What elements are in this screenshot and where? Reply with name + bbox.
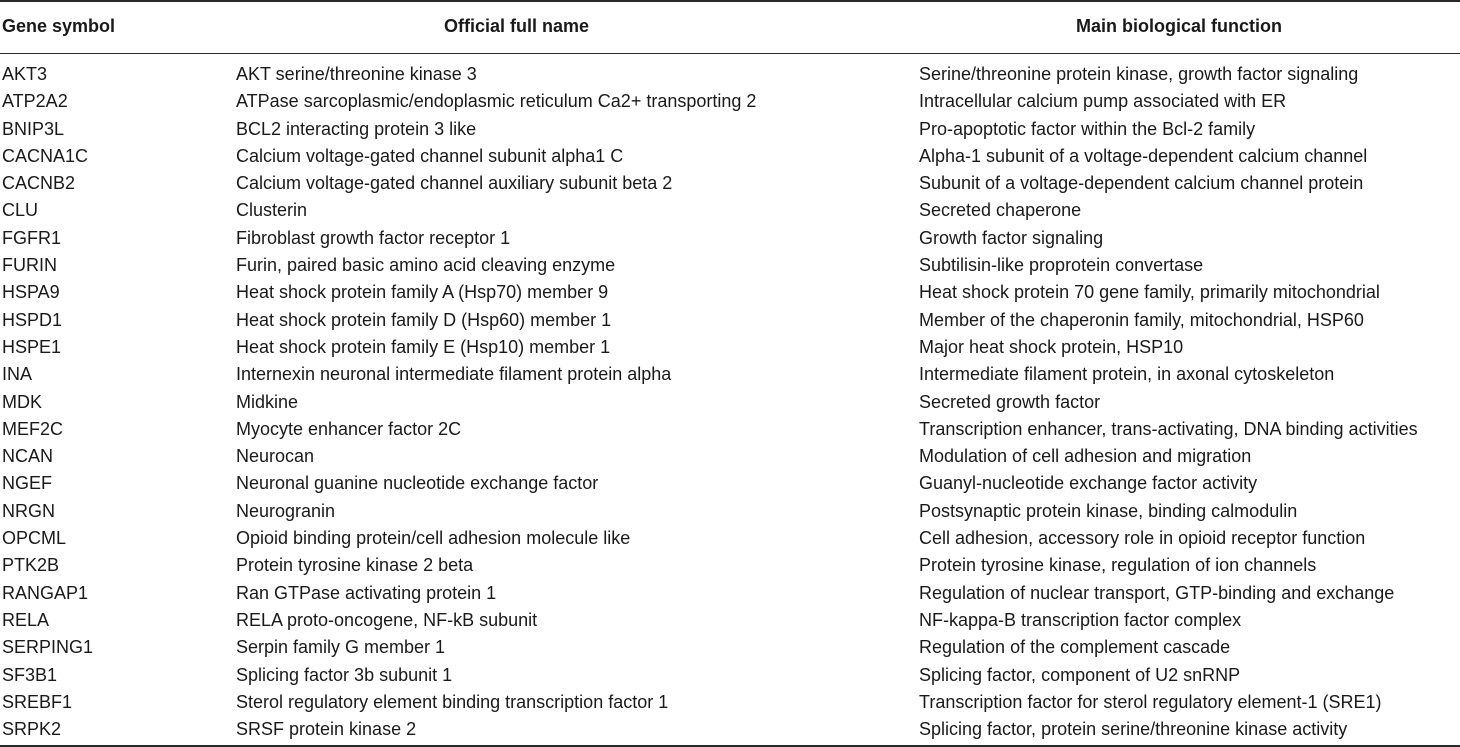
full-name-cell: Neuronal guanine nucleotide exchange factor <box>236 473 599 494</box>
function-cell: Major heat shock protein, HSP10 <box>919 336 1184 357</box>
gene-symbol-cell: HSPE1 <box>2 336 62 357</box>
table-row <box>0 662 1460 689</box>
full-name-cell: Furin, paired basic amino acid cleaving enzyme <box>236 255 616 276</box>
table-row <box>0 689 1460 716</box>
gene-symbol-cell: ATP2A2 <box>2 91 68 112</box>
table-row <box>0 116 1460 143</box>
full-name-cell: Opioid binding protein/cell adhesion molecule like <box>236 528 631 549</box>
table-row <box>0 634 1460 661</box>
gene-symbol-cell: RELA <box>2 609 50 630</box>
header-gene-symbol: Gene symbol <box>2 16 116 36</box>
function-cell: Growth factor signaling <box>919 227 1104 248</box>
function-cell: NF-kappa-B transcription factor complex <box>919 609 1242 630</box>
header-official-full-name: Official full name <box>444 16 590 36</box>
full-name-cell: Serpin family G member 1 <box>236 637 446 658</box>
full-name-cell: Internexin neuronal intermediate filament protein alpha <box>236 364 672 385</box>
full-name-cell: Ran GTPase activating protein 1 <box>236 582 497 603</box>
full-name-cell: ATPase sarcoplasmic/endoplasmic reticulum Ca2+ transporting 2 <box>236 91 757 112</box>
table-row <box>0 498 1460 525</box>
full-name-cell: Protein tyrosine kinase 2 beta <box>236 555 474 576</box>
gene-symbol-cell: SERPING1 <box>2 637 94 658</box>
function-cell: Heat shock protein 70 gene family, primarily mitochondrial <box>919 282 1380 303</box>
table-row <box>0 389 1460 416</box>
full-name-cell: Heat shock protein family D (Hsp60) member 1 <box>236 309 612 330</box>
table-row <box>0 61 1460 88</box>
table-row <box>0 470 1460 497</box>
table-row <box>0 307 1460 334</box>
full-name-cell: Sterol regulatory element binding transcription factor 1 <box>236 691 669 712</box>
header-main-biological-function: Main biological function <box>1076 16 1282 36</box>
gene-symbol-cell: NCAN <box>2 446 54 467</box>
gene-symbol-cell: NGEF <box>2 473 53 494</box>
function-cell: Protein tyrosine kinase, regulation of ion channels <box>919 555 1317 576</box>
full-name-cell: Midkine <box>236 391 299 412</box>
function-cell: Serine/threonine protein kinase, growth factor signaling <box>919 64 1359 84</box>
table-row <box>0 252 1460 279</box>
full-name-cell: AKT serine/threonine kinase 3 <box>236 64 477 84</box>
gene-symbol-cell: AKT3 <box>2 64 48 84</box>
function-cell: Regulation of nuclear transport, GTP-binding and exchange <box>919 582 1395 603</box>
table-row <box>0 334 1460 361</box>
function-cell: Member of the chaperonin family, mitochondrial, HSP60 <box>919 309 1364 330</box>
function-cell: Regulation of the complement cascade <box>919 637 1231 658</box>
table-row <box>0 197 1460 224</box>
table-body <box>0 61 1460 743</box>
function-cell: Subunit of a voltage-dependent calcium channel protein <box>919 173 1364 194</box>
table-row <box>0 416 1460 443</box>
full-name-cell: Neurocan <box>236 446 315 467</box>
function-cell: Intracellular calcium pump associated with ER <box>919 91 1287 112</box>
full-name-cell: Heat shock protein family A (Hsp70) member 9 <box>236 282 609 303</box>
function-cell: Modulation of cell adhesion and migration <box>919 446 1252 467</box>
gene-symbol-cell: CLU <box>2 200 39 221</box>
table-row <box>0 361 1460 388</box>
full-name-cell: Myocyte enhancer factor 2C <box>236 418 462 439</box>
table-row <box>0 88 1460 115</box>
function-cell: Alpha-1 subunit of a voltage-dependent calcium channel <box>919 145 1368 166</box>
gene-symbol-cell: HSPA9 <box>2 282 60 303</box>
gene-symbol-cell: PTK2B <box>2 555 60 576</box>
gene-symbol-cell: FGFR1 <box>2 227 62 248</box>
function-cell: Splicing factor, component of U2 snRNP <box>919 664 1241 685</box>
gene-symbol-cell: FURIN <box>2 255 57 276</box>
full-name-cell: Calcium voltage-gated channel subunit alpha1 C <box>236 145 624 166</box>
gene-symbol-cell: CACNB2 <box>2 173 76 194</box>
gene-symbol-cell: HSPD1 <box>2 309 63 330</box>
full-name-cell: RELA proto-oncogene, NF-kB subunit <box>236 609 538 630</box>
function-cell: Transcription factor for sterol regulatory element-1 (SRE1) <box>919 691 1382 712</box>
table-row <box>0 279 1460 306</box>
function-cell: Pro-apoptotic factor within the Bcl-2 family <box>919 118 1256 139</box>
function-cell: Postsynaptic protein kinase, binding calmodulin <box>919 500 1298 521</box>
table-row <box>0 607 1460 634</box>
gene-symbol-cell: CACNA1C <box>2 145 89 166</box>
function-cell: Cell adhesion, accessory role in opioid receptor function <box>919 528 1366 549</box>
table-row <box>0 525 1460 552</box>
function-cell: Guanyl-nucleotide exchange factor activity <box>919 473 1258 494</box>
full-name-cell: SRSF protein kinase 2 <box>236 719 417 740</box>
header-rule <box>0 53 1460 54</box>
table-row <box>0 443 1460 470</box>
function-cell: Secreted growth factor <box>919 391 1101 412</box>
gene-symbol-cell: OPCML <box>2 528 67 549</box>
full-name-cell: Clusterin <box>236 200 308 221</box>
table-row <box>0 716 1460 743</box>
gene-symbol-cell: INA <box>2 364 33 385</box>
function-cell: Splicing factor, protein serine/threonine kinase activity <box>919 719 1348 740</box>
gene-symbol-cell: MDK <box>2 391 42 412</box>
full-name-cell: Calcium voltage-gated channel auxiliary subunit beta 2 <box>236 173 673 194</box>
full-name-cell: BCL2 interacting protein 3 like <box>236 118 477 139</box>
function-cell: Subtilisin-like proprotein convertase <box>919 255 1204 276</box>
table-row <box>0 225 1460 252</box>
gene-symbol-cell: SRPK2 <box>2 719 62 740</box>
function-cell: Intermediate filament protein, in axonal cytoskeleton <box>919 364 1335 385</box>
gene-symbol-cell: SF3B1 <box>2 664 58 685</box>
gene-symbol-cell: SREBF1 <box>2 691 73 712</box>
function-cell: Transcription enhancer, trans-activating, DNA binding activities <box>919 418 1418 439</box>
gene-symbol-cell: NRGN <box>2 500 55 521</box>
full-name-cell: Heat shock protein family E (Hsp10) member 1 <box>236 336 611 357</box>
table-row <box>0 143 1460 170</box>
table-header <box>0 0 1460 53</box>
function-cell: Secreted chaperone <box>919 200 1082 221</box>
full-name-cell: Neurogranin <box>236 500 336 521</box>
gene-symbol-cell: MEF2C <box>2 418 64 439</box>
table-row <box>0 580 1460 607</box>
full-name-cell: Fibroblast growth factor receptor 1 <box>236 227 511 248</box>
table-row <box>0 552 1460 579</box>
table-row <box>0 170 1460 197</box>
full-name-cell: Splicing factor 3b subunit 1 <box>236 664 453 685</box>
gene-symbol-cell: BNIP3L <box>2 118 65 139</box>
gene-symbol-cell: RANGAP1 <box>2 582 89 603</box>
